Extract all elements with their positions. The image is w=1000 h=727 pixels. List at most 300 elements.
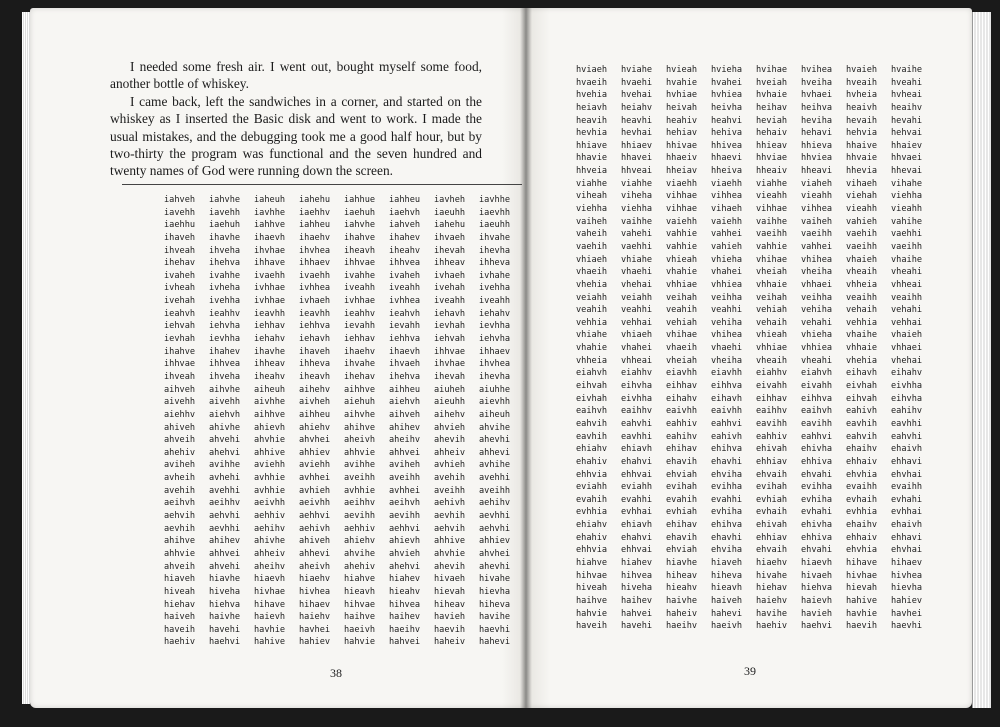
- name-cell: hahvei: [621, 608, 653, 619]
- name-cell: vieahh: [756, 191, 788, 202]
- name-cell: vhaeih: [666, 343, 698, 354]
- name-cell: vhieah: [756, 330, 788, 341]
- name-cell: ivhhae: [254, 296, 286, 307]
- name-cell: eivhha: [891, 381, 923, 392]
- name-cell: ihaehv: [299, 232, 331, 243]
- name-cell: ihhaev: [299, 258, 331, 269]
- name-cell: vaehhi: [891, 229, 923, 240]
- name-cell: hahive: [846, 595, 878, 606]
- name-cell: ehahiv: [576, 456, 608, 467]
- name-cell: ahheiv: [254, 548, 286, 559]
- name-cell: ihhvae: [344, 258, 376, 269]
- name-cell: iehavh: [434, 308, 466, 319]
- name-cell: eihvha: [621, 381, 653, 392]
- name-cell: aheihv: [389, 435, 421, 446]
- name-cell: ihahve: [164, 346, 196, 357]
- name-cell: evhiha: [801, 494, 833, 505]
- name-cell: aihhve: [254, 409, 286, 420]
- name-cell: ehivha: [801, 520, 833, 531]
- name-cell: eihvah: [576, 381, 608, 392]
- name-cell: hhveia: [576, 166, 608, 177]
- name-cell: aiuheh: [434, 384, 466, 395]
- name-cell: hhiave: [576, 140, 608, 151]
- name-cell: ahvhie: [434, 548, 466, 559]
- name-cell: hvahei: [711, 77, 743, 88]
- name-cell: iahhve: [254, 220, 286, 231]
- name-cell: ihhvae: [164, 359, 196, 370]
- name-cell: heihva: [801, 102, 833, 113]
- name-cell: aivehh: [209, 397, 241, 408]
- name-cell: ihehva: [389, 371, 421, 382]
- name-cell: ahvieh: [434, 422, 466, 433]
- name-cell: vhhaei: [891, 343, 923, 354]
- name-cell: aihhve: [344, 384, 376, 395]
- name-cell: aeivhh: [254, 498, 286, 509]
- name-cell: ahhvei: [389, 447, 421, 458]
- name-cell: aehhiv: [254, 511, 286, 522]
- name-cell: hiveha: [209, 586, 241, 597]
- name-cell: ahvieh: [389, 548, 421, 559]
- name-cell: hiheva: [711, 570, 743, 581]
- name-cell: haiehv: [299, 612, 331, 623]
- name-cell: heahvi: [711, 115, 743, 126]
- name-cell: hhieva: [801, 140, 833, 151]
- name-cell: evihha: [801, 482, 833, 493]
- name-cell: hehiav: [666, 128, 698, 139]
- name-cell: hhivea: [711, 140, 743, 151]
- name-cell: ihevha: [479, 371, 511, 382]
- name-cell: vhiaeh: [576, 254, 608, 265]
- name-cell: vhhaei: [801, 279, 833, 290]
- name-cell: vehhai: [621, 317, 653, 328]
- name-cell: ahvihe: [479, 422, 511, 433]
- name-cell: avhhei: [299, 473, 331, 484]
- name-cell: viehha: [621, 204, 653, 215]
- name-cell: vihaeh: [846, 178, 878, 189]
- page-number-right: 39: [744, 664, 756, 678]
- name-cell: haeivh: [711, 621, 743, 632]
- name-cell: haehvi: [801, 621, 833, 632]
- name-cell: aevhih: [434, 511, 466, 522]
- name-cell: veihha: [801, 292, 833, 303]
- name-cell: iahheu: [389, 195, 421, 205]
- name-cell: hihaev: [299, 599, 331, 610]
- name-cell: vaehih: [576, 241, 608, 252]
- name-cell: aehvhi: [479, 523, 511, 534]
- name-cell: vihhae: [666, 191, 698, 202]
- name-cell: evhaih: [846, 494, 878, 505]
- name-cell: hievah: [434, 586, 466, 597]
- name-cell: vaiehh: [666, 216, 698, 227]
- name-cell: ivahhe: [209, 270, 241, 281]
- name-cell: eaivhh: [666, 406, 698, 417]
- name-cell: evhhai: [891, 507, 923, 518]
- name-cell: iahveh: [389, 220, 421, 231]
- paragraph: I needed some fresh air. I went out, bought myself some food, another bottle of whiskey.: [110, 59, 482, 92]
- name-cell: avhehi: [209, 473, 241, 484]
- name-cell: avhhei: [389, 485, 421, 496]
- name-cell: ehhiav: [756, 456, 788, 467]
- name-cell: hhaevi: [711, 153, 743, 164]
- name-cell: avehih: [434, 473, 466, 484]
- name-cell: ehhiav: [756, 532, 788, 543]
- name-cell: havihe: [756, 608, 788, 619]
- name-cell: hahiev: [891, 595, 923, 606]
- name-cell: ehhiva: [801, 456, 833, 467]
- name-cell: hiahve: [344, 574, 376, 585]
- name-cell: ehhvai: [621, 545, 653, 556]
- name-cell: aehihv: [479, 498, 511, 509]
- name-cell: vieahh: [846, 204, 878, 215]
- name-cell: hhaeiv: [666, 153, 698, 164]
- name-cell: ihaevh: [389, 346, 421, 357]
- name-cell: vahhei: [711, 229, 743, 240]
- name-cell: aivehh: [164, 397, 196, 408]
- name-cell: hehiva: [711, 128, 743, 139]
- name-cell: ivahhe: [344, 270, 376, 281]
- name-cell: vehiha: [711, 317, 743, 328]
- name-cell: hivaeh: [801, 570, 833, 581]
- name-cell: viaehh: [711, 178, 743, 189]
- name-cell: evhhia: [576, 507, 608, 518]
- name-cell: hihave: [846, 557, 878, 568]
- name-cell: heaivh: [846, 102, 878, 113]
- name-cell: ehvhia: [846, 545, 878, 556]
- name-cell: ihheav: [254, 359, 286, 370]
- name-cell: aehvih: [434, 523, 466, 534]
- name-cell: ivaheh: [164, 270, 196, 281]
- name-cell: eahhvi: [711, 418, 743, 429]
- name-cell: vhieah: [666, 254, 698, 265]
- name-cell: iahehu: [299, 195, 331, 205]
- name-cell: ieahvh: [389, 308, 421, 319]
- name-cell: ehvahi: [801, 545, 833, 556]
- name-cell: eaihhv: [621, 406, 653, 417]
- name-cell: haehvi: [209, 637, 241, 648]
- name-cell: evhahi: [891, 494, 923, 505]
- name-cell: hievah: [846, 583, 878, 594]
- name-cell: iveahh: [344, 283, 376, 294]
- names-table-left: [164, 194, 524, 649]
- name-cell: hihvea: [621, 570, 653, 581]
- name-cell: avhhie: [254, 485, 286, 496]
- name-cell: ihveah: [164, 371, 196, 382]
- name-cell: ahihev: [389, 422, 421, 433]
- name-cell: hvieha: [711, 65, 743, 75]
- name-cell: hiehva: [209, 599, 241, 610]
- name-cell: ihavhe: [254, 346, 286, 357]
- name-cell: ivehha: [209, 296, 241, 307]
- name-cell: ehavih: [666, 532, 698, 543]
- name-cell: hieavh: [344, 586, 376, 597]
- name-cell: ivehah: [434, 283, 466, 294]
- name-cell: eahhiv: [756, 431, 788, 442]
- name-cell: vahhie: [756, 241, 788, 252]
- name-cell: iehhav: [254, 321, 286, 332]
- name-cell: ahiehv: [299, 422, 331, 433]
- name-cell: eihavh: [846, 368, 878, 379]
- name-cell: heiahv: [621, 102, 653, 113]
- name-cell: viehha: [576, 204, 608, 215]
- name-cell: eiahhv: [756, 368, 788, 379]
- name-cell: ahheiv: [434, 447, 466, 458]
- name-cell: hivhae: [846, 570, 878, 581]
- name-cell: ehvhai: [891, 469, 923, 480]
- name-cell: hivhea: [299, 586, 331, 597]
- name-cell: hihaev: [891, 557, 923, 568]
- name-cell: aiehuh: [344, 397, 376, 408]
- name-cell: aehvhi: [209, 511, 241, 522]
- name-cell: hehaiv: [756, 128, 788, 139]
- name-cell: iveahh: [389, 283, 421, 294]
- name-cell: hvhiea: [711, 90, 743, 101]
- name-cell: eiavhh: [711, 368, 743, 379]
- name-cell: ivheha: [209, 283, 241, 294]
- name-cell: ahievh: [254, 422, 286, 433]
- name-cell: vhehai: [621, 279, 653, 290]
- name-cell: avhhie: [344, 485, 376, 496]
- name-cell: aihheu: [389, 384, 421, 395]
- name-cell: ahihev: [209, 536, 241, 547]
- name-cell: havehi: [209, 624, 241, 635]
- name-cell: ahhiev: [299, 447, 331, 458]
- name-cell: ieavhh: [299, 308, 331, 319]
- name-cell: vhaehi: [621, 267, 653, 278]
- name-cell: hhevia: [846, 166, 878, 177]
- name-cell: haihve: [344, 612, 376, 623]
- name-cell: aievhh: [479, 397, 511, 408]
- name-cell: hihvea: [389, 599, 421, 610]
- name-cell: aiehvh: [209, 409, 241, 420]
- name-cell: haveih: [576, 621, 608, 632]
- name-cell: eivhha: [621, 393, 653, 404]
- name-cell: eahivh: [846, 406, 878, 417]
- name-cell: aihvhe: [344, 409, 376, 420]
- name-cell: aeihvh: [389, 498, 421, 509]
- name-cell: haievh: [254, 612, 286, 623]
- name-cell: vihhea: [801, 204, 833, 215]
- name-cell: evahhi: [621, 494, 653, 505]
- name-cell: vehahi: [801, 317, 833, 328]
- name-cell: ihaevh: [254, 232, 286, 243]
- name-cell: ahhiev: [479, 536, 511, 547]
- name-cell: vhaeih: [576, 267, 608, 278]
- name-cell: eihhva: [711, 381, 743, 392]
- name-cell: veahhi: [621, 305, 653, 316]
- name-cell: aihveh: [389, 409, 421, 420]
- name-cell: ehvaih: [756, 469, 788, 480]
- name-cell: heaihv: [891, 102, 923, 113]
- name-cell: ahhvie: [164, 548, 196, 559]
- name-cell: ihvaeh: [389, 359, 421, 370]
- name-cell: aiehhv: [164, 409, 196, 420]
- name-cell: haevhi: [479, 624, 511, 635]
- name-cell: haivhe: [666, 595, 698, 606]
- name-cell: aeihhv: [344, 498, 376, 509]
- name-cell: hiaevh: [254, 574, 286, 585]
- name-cell: iehahv: [254, 334, 286, 345]
- name-cell: aihveh: [164, 384, 196, 395]
- name-cell: ivhhea: [389, 296, 421, 307]
- name-cell: hehavi: [801, 128, 833, 139]
- name-cell: iaehhv: [299, 207, 331, 218]
- name-cell: hihvae: [344, 599, 376, 610]
- name-cell: hhaive: [846, 140, 878, 151]
- name-cell: vheiah: [666, 355, 698, 366]
- name-cell: ihevah: [434, 245, 466, 256]
- name-cell: aheivh: [299, 561, 331, 572]
- name-cell: eiahvh: [576, 368, 608, 379]
- name-cell: iehvah: [434, 334, 466, 345]
- name-cell: havhie: [254, 624, 286, 635]
- name-cell: haihve: [576, 595, 608, 606]
- name-cell: eahvih: [846, 431, 878, 442]
- name-cell: hahiev: [299, 637, 331, 648]
- name-cell: ehvahi: [801, 469, 833, 480]
- name-cell: vhihae: [666, 330, 698, 341]
- name-cell: ehiahv: [576, 520, 608, 531]
- name-cell: aevhih: [164, 523, 196, 534]
- name-cell: ehviah: [666, 545, 698, 556]
- name-cell: hvaeih: [576, 77, 608, 88]
- name-cell: ievhha: [209, 334, 241, 345]
- name-cell: heiavh: [576, 102, 608, 113]
- name-cell: ivhaeh: [434, 270, 466, 281]
- name-cell: hhviae: [756, 153, 788, 164]
- name-cell: havihe: [479, 612, 511, 623]
- name-cell: veaihh: [891, 292, 923, 303]
- name-cell: hivaeh: [434, 574, 466, 585]
- name-cell: ahevhi: [479, 435, 511, 446]
- name-cell: ehivah: [756, 444, 788, 455]
- name-cell: vehiah: [756, 305, 788, 316]
- name-cell: vhaieh: [846, 254, 878, 265]
- name-cell: eavhhi: [891, 418, 923, 429]
- name-cell: ihevha: [479, 245, 511, 256]
- name-cell: vhahie: [666, 267, 698, 278]
- name-cell: eahvhi: [891, 431, 923, 442]
- name-cell: vaheih: [576, 229, 608, 240]
- name-cell: eiahhv: [621, 368, 653, 379]
- name-cell: hevahi: [891, 115, 923, 126]
- name-cell: ihevah: [434, 371, 466, 382]
- name-cell: hevaih: [846, 115, 878, 126]
- name-cell: hahevi: [479, 637, 511, 648]
- name-cell: hiveah: [576, 583, 608, 594]
- name-cell: hahevi: [711, 608, 743, 619]
- name-cell: hvhaie: [756, 90, 788, 101]
- name-cell: hvaihe: [891, 65, 923, 75]
- name-cell: eihvah: [846, 393, 878, 404]
- name-cell: veahih: [576, 305, 608, 316]
- name-cell: aevihh: [344, 511, 376, 522]
- name-cell: evhahi: [801, 507, 833, 518]
- name-cell: iehhva: [299, 321, 331, 332]
- name-cell: vaihhe: [756, 216, 788, 227]
- name-cell: eviahh: [576, 482, 608, 493]
- name-cell: vhehia: [576, 279, 608, 290]
- name-cell: hvahie: [666, 77, 698, 88]
- name-cell: haihev: [621, 595, 653, 606]
- name-cell: iahhue: [344, 195, 376, 205]
- name-cell: vhiahe: [576, 330, 608, 341]
- name-cell: ivhhae: [344, 296, 376, 307]
- name-cell: vehaih: [846, 305, 878, 316]
- name-cell: ehaivh: [891, 444, 923, 455]
- name-cell: iaehuh: [209, 220, 241, 231]
- name-cell: haheiv: [434, 637, 466, 648]
- name-cell: avhhie: [254, 473, 286, 484]
- name-cell: iaheuh: [254, 195, 286, 205]
- name-cell: ehhaiv: [846, 532, 878, 543]
- name-cell: iavhhe: [479, 195, 511, 205]
- name-cell: vheiha: [801, 267, 833, 278]
- name-cell: ehvhia: [846, 469, 878, 480]
- name-cell: evhaih: [756, 507, 788, 518]
- name-cell: aihehv: [434, 409, 466, 420]
- name-cell: hiheav: [434, 599, 466, 610]
- name-cell: ihehav: [164, 258, 196, 269]
- name-cell: havieh: [801, 608, 833, 619]
- name-cell: evhhia: [846, 507, 878, 518]
- name-cell: hahvie: [576, 608, 608, 619]
- name-cell: veaihh: [846, 292, 878, 303]
- name-cell: evahhi: [711, 494, 743, 505]
- name-cell: viahhe: [756, 178, 788, 189]
- name-cell: hheiva: [711, 166, 743, 177]
- name-cell: ihavhe: [209, 232, 241, 243]
- name-cell: hieavh: [711, 583, 743, 594]
- name-cell: ivhahe: [479, 270, 511, 281]
- name-cell: vhaihe: [846, 330, 878, 341]
- name-cell: hievha: [479, 586, 511, 597]
- name-cell: aevihh: [389, 511, 421, 522]
- name-cell: ehiavh: [621, 444, 653, 455]
- name-cell: iahheu: [299, 220, 331, 231]
- name-cell: vhheai: [621, 355, 653, 366]
- name-cell: eihahv: [666, 393, 698, 404]
- name-cell: aevhhi: [479, 511, 511, 522]
- name-cell: iavheh: [434, 195, 466, 205]
- name-cell: aehhvi: [389, 523, 421, 534]
- name-cell: haiehv: [756, 595, 788, 606]
- name-cell: iahehu: [434, 220, 466, 231]
- name-cell: aivheh: [299, 397, 331, 408]
- name-cell: vehhia: [576, 317, 608, 328]
- name-cell: evhhai: [621, 507, 653, 518]
- name-cell: ahievh: [389, 536, 421, 547]
- name-cell: heavih: [576, 115, 608, 126]
- name-cell: aehhvi: [299, 511, 331, 522]
- name-cell: hiehav: [164, 599, 196, 610]
- name-cell: vheahi: [891, 267, 923, 278]
- name-cell: iehhva: [389, 334, 421, 345]
- name-cell: hehvai: [891, 128, 923, 139]
- name-cell: hvaieh: [846, 65, 878, 75]
- name-cell: eavhih: [576, 431, 608, 442]
- name-cell: ihehav: [344, 371, 376, 382]
- name-cell: vaeihh: [756, 229, 788, 240]
- name-cell: hvihea: [801, 65, 833, 75]
- name-cell: vhihea: [801, 254, 833, 265]
- name-cell: ahihve: [164, 536, 196, 547]
- name-cell: evihha: [711, 482, 743, 493]
- name-cell: vhehia: [846, 355, 878, 366]
- name-cell: vhhiea: [801, 343, 833, 354]
- name-cell: aehivh: [299, 523, 331, 534]
- name-cell: havehi: [621, 621, 653, 632]
- name-cell: ivhhae: [254, 283, 286, 294]
